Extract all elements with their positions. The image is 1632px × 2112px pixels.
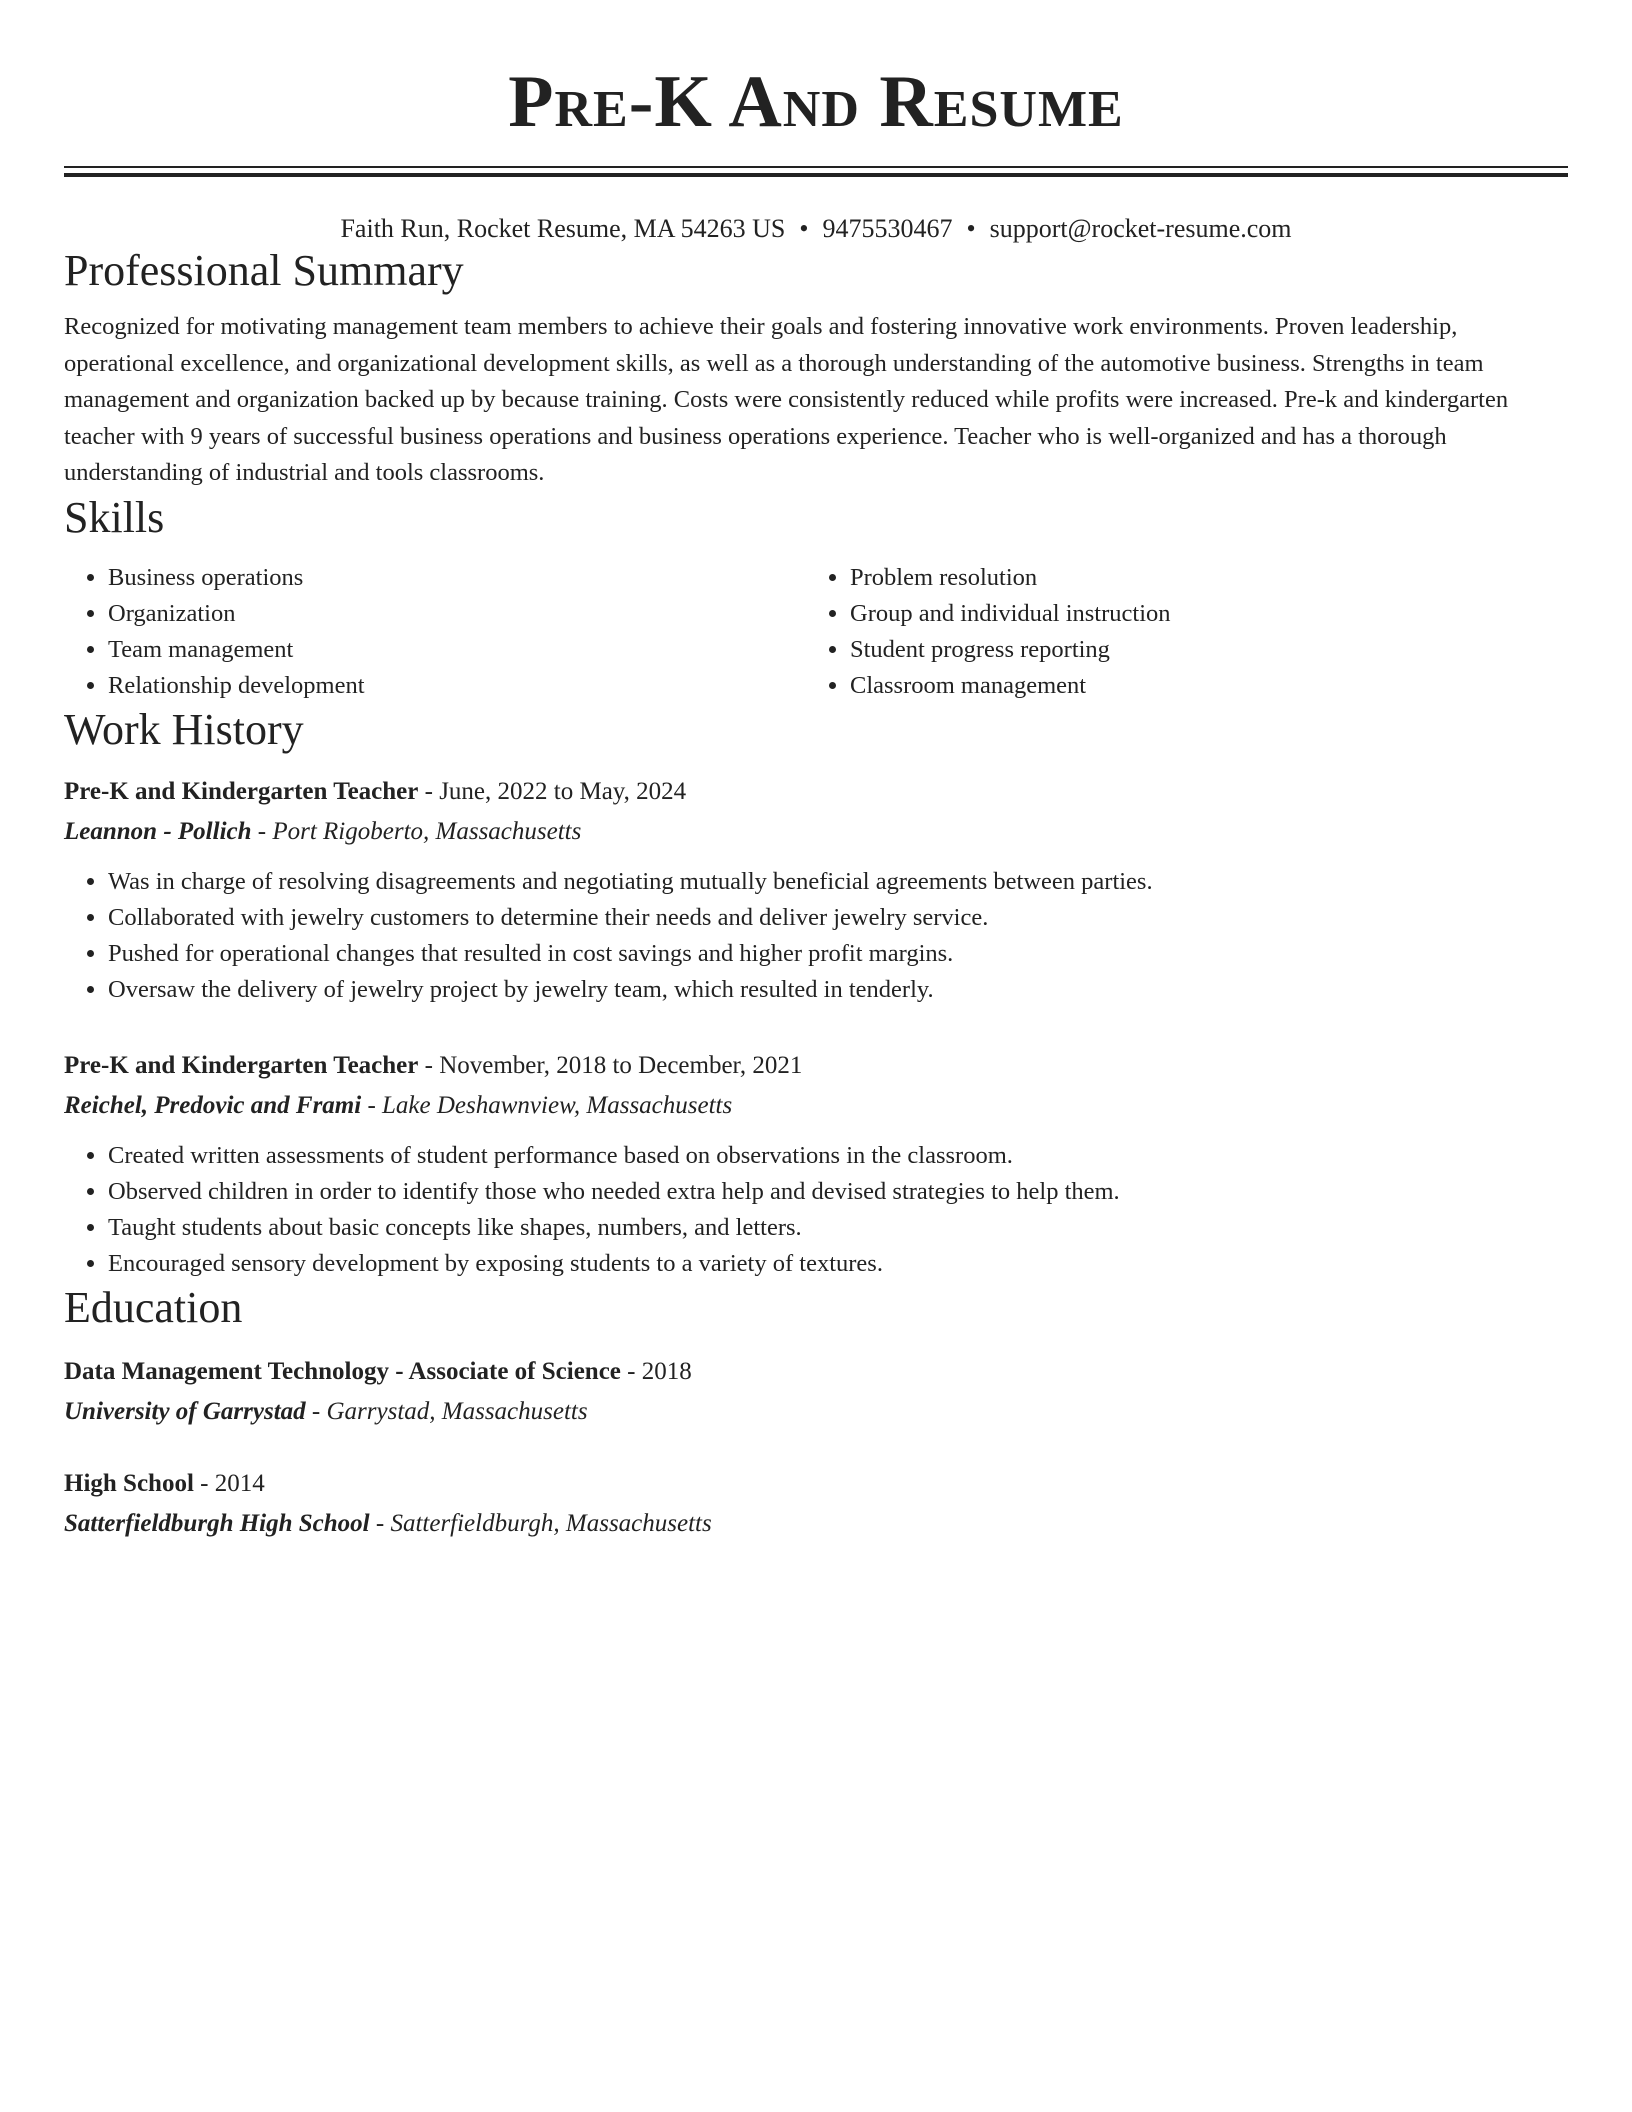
job-bullet: • Oversaw the delivery of jewelry project by jewelry team, which resulted in tenderly.: [108, 972, 1568, 1008]
skill-item: • Student progress reporting: [850, 632, 1548, 668]
skills-list: [64, 560, 1568, 704]
school-location: - Satterfieldburgh, Massachusetts: [369, 1509, 712, 1537]
skills-column-left: [64, 560, 806, 704]
skill-item: • Problem resolution: [850, 560, 1548, 596]
skills-heading: Skills: [64, 492, 165, 542]
contact-separator: •: [799, 214, 809, 243]
degree-name: High School: [64, 1469, 194, 1497]
job-company-line: [64, 812, 1568, 852]
job-company-line: [64, 1086, 1568, 1126]
job-title: Pre-K and Kindergarten Teacher: [64, 1051, 419, 1079]
job-entry: [64, 1046, 1568, 1282]
degree-line: [64, 1464, 1568, 1504]
job-bullet: • Collaborated with jewelry customers to determine their needs and deliver jewelry service.: [108, 900, 1568, 936]
summary-text: Recognized for motivating management team members to achieve their goals and fostering innovative work environments. Proven leadership, operational excellence, and organizational development skills, as well as a thorough understanding of the automotive business. Strengths in team management and organization backed up by because training. Costs were consistently reduced while profits were increased. Pre-k and kindergarten teacher with 9 years of successful business operations and business operations experience. Teacher who is well-organized and has a thorough understanding of industrial and tools classrooms.: [64, 313, 1509, 486]
job-entry: [64, 772, 1568, 1008]
school-location: - Garrystad, Massachusetts: [305, 1397, 588, 1425]
school-name: Satterfieldburgh High School: [64, 1509, 370, 1537]
skill-item: • Business operations: [108, 560, 806, 596]
job-company: Leannon - Pollich: [64, 817, 252, 845]
school-line: [64, 1392, 1568, 1432]
contact-email: support@rocket-resume.com: [989, 214, 1292, 243]
education-heading: Education: [64, 1282, 243, 1332]
degree-year: - 2018: [620, 1357, 692, 1385]
contact-separator: •: [966, 214, 976, 243]
job-title-line: [64, 772, 1568, 812]
job-bullet: • Observed children in order to identify those who needed extra help and devised strategies to help them.: [108, 1174, 1568, 1210]
job-bullets: [64, 864, 1568, 1008]
skill-item: • Team management: [108, 632, 806, 668]
job-location: - Port Rigoberto, Massachusetts: [251, 817, 582, 845]
contact-address: Faith Run, Rocket Resume, MA 54263 US: [340, 214, 786, 243]
skill-item: • Relationship development: [108, 668, 806, 704]
job-title-line: [64, 1046, 1568, 1086]
education-entry: [64, 1352, 1568, 1432]
job-company: Reichel, Predovic and Frami: [64, 1091, 362, 1119]
job-location: - Lake Deshawnview, Massachusetts: [361, 1091, 733, 1119]
job-bullet: • Was in charge of resolving disagreements and negotiating mutually beneficial agreements between parties.: [108, 864, 1568, 900]
job-bullet: • Taught students about basic concepts like shapes, numbers, and letters.: [108, 1210, 1568, 1246]
job-bullet: • Encouraged sensory development by exposing students to a variety of textures.: [108, 1246, 1568, 1282]
school-name: University of Garrystad: [64, 1397, 306, 1425]
skill-item: • Classroom management: [850, 668, 1548, 704]
job-bullets: [64, 1138, 1568, 1282]
degree-year: - 2014: [193, 1469, 265, 1497]
contact-line: [64, 213, 1568, 245]
job-dates: - November, 2018 to December, 2021: [418, 1051, 803, 1079]
degree-line: [64, 1352, 1568, 1392]
skill-item: • Organization: [108, 596, 806, 632]
title-divider: [64, 166, 1568, 177]
skills-column-right: [806, 560, 1548, 704]
job-title: Pre-K and Kindergarten Teacher: [64, 777, 419, 805]
school-line: [64, 1504, 1568, 1544]
job-bullet: • Pushed for operational changes that resulted in cost savings and higher profit margins.: [108, 936, 1568, 972]
contact-phone: 9475530467: [822, 214, 953, 243]
summary-heading: Professional Summary: [64, 246, 464, 295]
degree-name: Data Management Technology - Associate of Science: [64, 1357, 621, 1385]
job-bullet: • Created written assessments of student performance based on observations in the classroom.: [108, 1138, 1568, 1174]
work-history-heading: Work History: [64, 704, 304, 754]
education-entry: [64, 1464, 1568, 1544]
skill-item: • Group and individual instruction: [850, 596, 1548, 632]
job-dates: - June, 2022 to May, 2024: [418, 777, 687, 805]
resume-title: Pre-K And Resume: [508, 61, 1124, 143]
